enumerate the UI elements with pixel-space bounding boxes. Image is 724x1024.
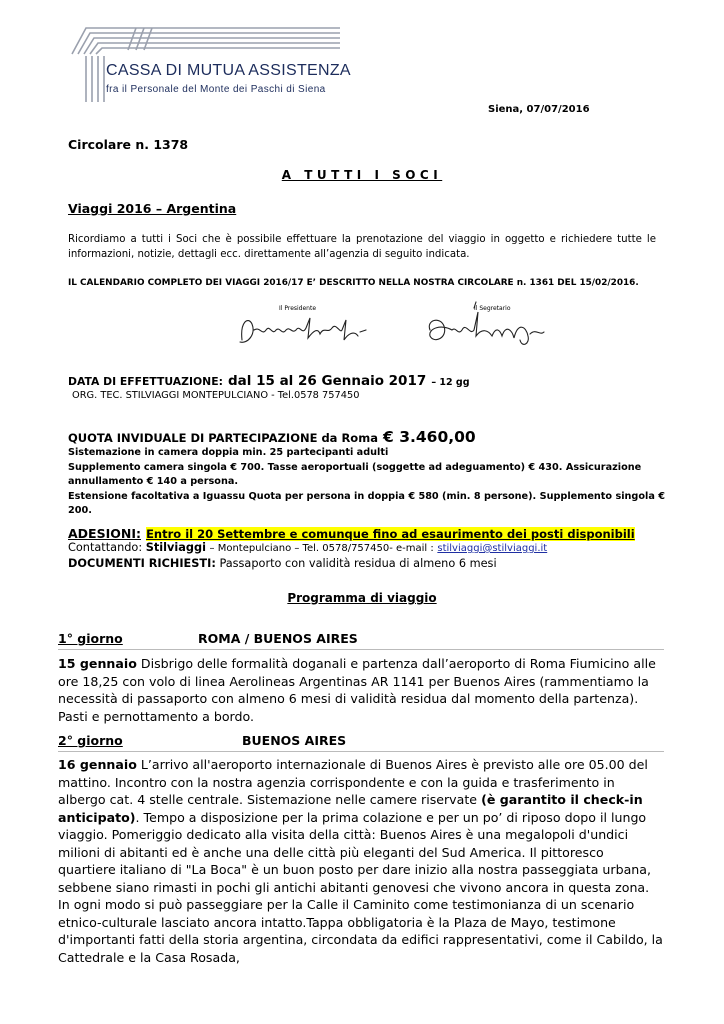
day-1-number: 1° giorno xyxy=(58,631,123,646)
trip-dates-row xyxy=(68,370,470,389)
secretary-label: Il Segretario xyxy=(474,305,511,312)
contact-agency: Stilviaggi xyxy=(145,541,206,554)
contact-details: – Montepulciano – Tel. 0578/757450- e-mail : xyxy=(209,543,434,554)
subject-heading: Viaggi 2016 – Argentina xyxy=(68,201,237,216)
day-2-checkin-note: (è garantito il check-in anticipato) xyxy=(58,792,643,825)
trip-dates: dal 15 al 26 Gennaio 2017 xyxy=(227,373,427,389)
day-1-date: 15 gennaio xyxy=(58,656,137,671)
quota-line-supplements: Supplemento camera singola € 700. Tasse aeroportuali (soggette ad adeguamento) € 430. Assicurazione annullamento € 140 a persona. xyxy=(68,461,642,487)
org-subtitle: fra il Personale del Monte dei Paschi di Siena xyxy=(106,84,326,95)
day-2-description-a: L’arrivo all'aeroporto internazionale di Buenos Aires è previsto alle ore 05.00 del mattino. Incontro con la nostra agenzia corrispondente e con la guida e trasferimento in albergo cat. 4 stelle centrale. Sistemazione nelle camere riservate xyxy=(58,757,648,807)
day-2-number: 2° giorno xyxy=(58,733,123,748)
calendar-note: IL CALENDARIO COMPLETO DEI VIAGGI 2016/17 E’ DESCRITTO NELLA NOSTRA CIRCOLARE n. 1361 DEL 15/02/2016. xyxy=(68,278,639,288)
president-label: Il Presidente xyxy=(279,305,317,312)
day-2-city: BUENOS AIRES xyxy=(242,733,347,748)
document-date: Siena, 07/07/2016 xyxy=(488,104,590,115)
quota-label: QUOTA INVIDUALE DI PARTECIPAZIONE da Roma xyxy=(68,431,378,445)
adesioni-row xyxy=(68,523,635,542)
trip-organizer: ORG. TEC. STILVIAGGI MONTEPULCIANO - Tel.0578 757450 xyxy=(72,390,360,401)
documents-row xyxy=(68,557,497,570)
day-2-text xyxy=(58,756,664,966)
quota-row xyxy=(68,427,476,446)
documents-label: DOCUMENTI RICHIESTI: xyxy=(68,557,216,570)
day-1-heading xyxy=(58,631,358,646)
documents-text: Passaporto con validità residua di almeno 6 mesi xyxy=(219,557,497,570)
day-1-divider xyxy=(58,649,664,650)
circular-number: Circolare n. 1378 xyxy=(68,137,189,152)
contact-row xyxy=(68,541,547,554)
quota-details xyxy=(68,446,668,519)
quota-price: € 3.460,00 xyxy=(383,428,476,446)
adesioni-deadline: Entro il 20 Settembre e comunque fino ad esaurimento dei posti disponibili xyxy=(146,527,635,541)
trip-date-label: DATA DI EFFETTUAZIONE: xyxy=(68,375,223,388)
day-2-description-b: . Tempo a disposizione per la prima colazione e per un po’ di riposo dopo il lungo viaggio. Pomeriggio dedicato alla visita della città: Buenos Aires è una megalopoli d'undici milioni di abitanti ed è anche una delle città più eleganti del Sud America. Il pittoresco quartiere italiano di "La Boca" è un buon posto per dare inizio alla nostra passeggiata urbana, sebbene siano rimasti in pochi gli antichi abitanti genovesi che vivono ancora in questa zona. In ogni modo si può passeggiare per la Calle il Caminito come testimonianza di un scenario etnico-culturale lasciato ancora intatto.Tappa obbligatoria è la Plaza de Mayo, testimone d'importanti fatti della storia argentina, circondata da edifici rappresentativi, come il Cabildo, la Cattedrale e la Casa Rosada, xyxy=(58,809,663,965)
signatures-image xyxy=(230,300,570,362)
trip-duration: – 12 gg xyxy=(431,377,470,388)
program-title: Programma di viaggio xyxy=(287,591,437,605)
day-2-divider xyxy=(58,751,664,752)
day-1-city: ROMA / BUENOS AIRES xyxy=(198,631,358,646)
audience-heading: A TUTTI I SOCI xyxy=(281,168,443,182)
day-1-description: Disbrigo delle formalità doganali e partenza dall’aeroporto di Roma Fiumicino alle ore 18,25 con volo di linea Aerolineas Argentinas AR 1141 per Buenos Aires (rammentiamo la necessità di passaporto con almeno 6 mesi di validità residua dal momento della partenza). Pasti e pernottamento a bordo. xyxy=(58,656,656,724)
day-1-text xyxy=(58,655,664,725)
org-name: CASSA DI MUTUA ASSISTENZA xyxy=(106,62,351,79)
quota-line-extension: Estensione facoltativa a Iguassu Quota per persona in doppia € 580 (min. 8 persone). Supplemento singola € 200. xyxy=(68,490,665,516)
day-2-heading xyxy=(58,733,347,748)
day-2-date: 16 gennaio xyxy=(58,757,137,772)
quota-line-room: Sistemazione in camera doppia min. 25 partecipanti adulti xyxy=(68,447,389,458)
contact-prefix: Contattando: xyxy=(68,541,143,554)
adesioni-label: ADESIONI: xyxy=(68,526,141,541)
contact-email-link[interactable]: stilviaggi@stilviaggi.it xyxy=(437,543,548,554)
intro-paragraph: Ricordiamo a tutti i Soci che è possibile effettuare la prenotazione del viaggio in oggetto e richiedere tutte le informazioni, notizie, dettagli ecc. direttamente all’agenzia di seguito indicata. xyxy=(68,234,656,260)
